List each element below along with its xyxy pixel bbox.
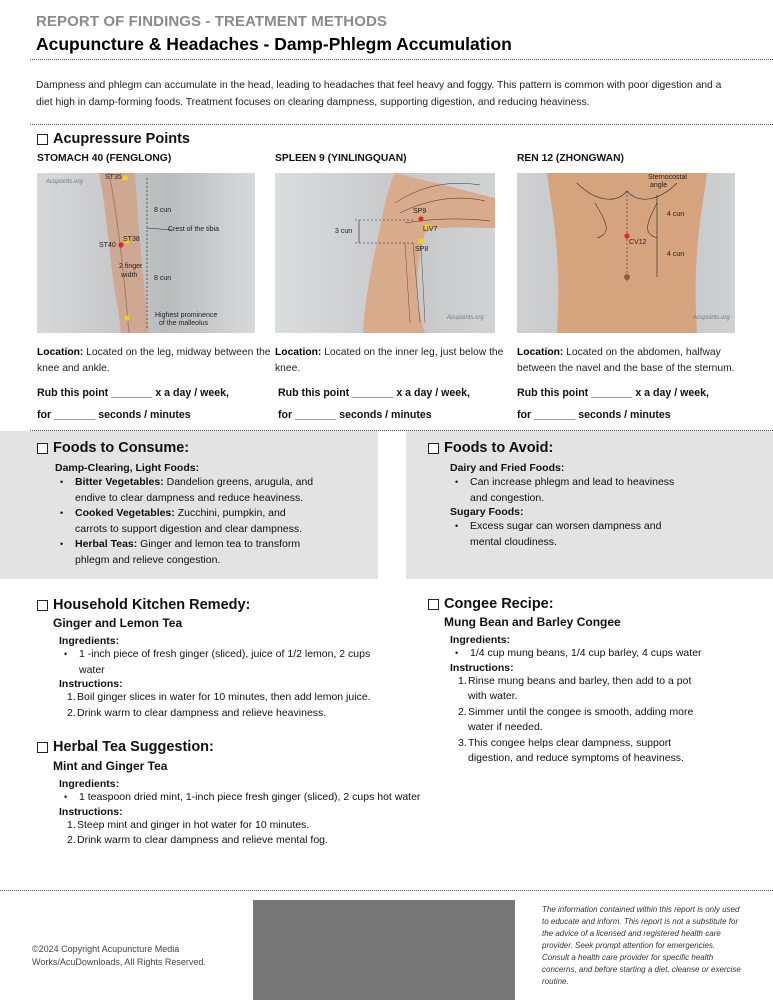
item-text-cont: carrots to support digestion and clear dampness. [75, 522, 303, 535]
label-cv12: CV12 [629, 239, 647, 246]
item-label: Cooked Vegetables: [75, 507, 175, 519]
step-item: 2. Simmer until the congee is smooth, adding more water if needed. [458, 705, 694, 733]
location-text: Located on the abdomen, halfway between the navel and the base of the sternum. [517, 347, 735, 374]
step-text: Rinse mung beans and barley, then add to a pot [468, 674, 692, 687]
ingredients-label: Ingredients: [450, 634, 511, 646]
acupoint-location [275, 345, 511, 377]
copyright-line: Works/AcuDownloads, All Rights Reserved. [32, 957, 206, 967]
remedy-title: Ginger and Lemon Tea [53, 616, 183, 630]
rub-duration: for _______ seconds / minutes [37, 409, 191, 421]
step-item: 1. Steep mint and ginger in hot water for 10 minutes. [67, 818, 310, 831]
foods-avoid-subheading: Sugary Foods: [450, 506, 524, 518]
acupoint-card-sp9 [275, 153, 511, 425]
step-text: Drink warm to clear dampness and relieve heaviness. [77, 706, 327, 719]
foods-consume-heading-text: Foods to Consume: [53, 440, 190, 456]
label-st40: ST40 [99, 242, 116, 249]
list-item [450, 646, 744, 662]
copyright-notice [32, 943, 206, 969]
item-text: Can increase phlegm and lead to heaviness [470, 476, 675, 488]
step-text: Simmer until the congee is smooth, adding more [468, 705, 694, 718]
foods-avoid-subheading: Dairy and Fried Foods: [450, 462, 565, 474]
ingredient-text: 1 teaspoon dried mint, 1-inch piece fresh ginger (sliced), 2 cups hot water [79, 791, 421, 803]
label-st35: ST35 [105, 174, 122, 181]
ingredients-label: Ingredients: [59, 778, 120, 790]
step-item: 1. Rinse mung beans and barley, then add to a pot with water. [458, 674, 692, 702]
foods-avoid-checkbox[interactable] [428, 443, 439, 454]
foods-avoid-heading-text: Foods to Avoid: [444, 440, 554, 456]
label-finger: 2 finger [119, 263, 143, 270]
label-8cun-lower: 8 cun [154, 275, 172, 282]
rub-duration: for _______ seconds / minutes [517, 409, 671, 421]
congee-title: Mung Bean and Barley Congee [444, 615, 621, 629]
ingredient-text: 1/4 cup mung beans, 1/4 cup barley, 4 cups water [470, 647, 702, 659]
image-watermark: Acupoints.org [46, 179, 83, 185]
acupoint-card-st40 [37, 153, 273, 425]
item-text: Ginger and lemon tea to transform [137, 538, 301, 550]
kitchen-remedy-checkbox[interactable] [37, 600, 48, 611]
step-item: 3. This congee helps clear dampness, support digestion, and reduce symptoms of heaviness. [458, 736, 684, 764]
leg-diagram-image [37, 173, 255, 333]
step-text: This congee helps clear dampness, support [468, 736, 672, 749]
report-subtitle: REPORT OF FINDINGS - TREATMENT METHODS [36, 13, 388, 30]
label-3cun: 3 cun [335, 228, 353, 235]
acupoint-name: SPLEEN 9 (YINLINGQUAN) [275, 153, 407, 164]
foods-consume-heading [37, 440, 189, 456]
acupoint-location [517, 345, 757, 377]
foods-consume-list [55, 462, 355, 568]
acupressure-heading-text: Acupressure Points [53, 131, 190, 147]
location-label: Location: [517, 347, 564, 358]
acupressure-heading [37, 131, 190, 147]
label-width: width [121, 272, 138, 279]
list-item [450, 519, 750, 550]
location-label: Location: [37, 347, 84, 358]
step-text-cont: digestion, and reduce symptoms of heaviness. [468, 752, 684, 764]
foods-avoid-list [450, 462, 750, 550]
step-text: Steep mint and ginger in hot water for 10 minutes. [77, 818, 310, 831]
foods-consume-subheading: Damp-Clearing, Light Foods: [55, 462, 200, 474]
label-sp8: SP8 [415, 246, 429, 253]
instructions-label: Instructions: [59, 805, 123, 818]
divider [0, 890, 773, 891]
acupoint-name: STOMACH 40 (FENGLONG) [37, 153, 172, 164]
label-malleolus: of the malleolus [159, 320, 209, 327]
knee-diagram-image [275, 173, 495, 333]
step-item: 2. Drink warm to clear dampness and relieve mental fog. [67, 834, 328, 846]
image-watermark: Acupoints.org [693, 315, 730, 321]
item-label: Herbal Teas: [75, 538, 138, 550]
acupoint-card-cv12 [517, 153, 757, 425]
herbal-tea-heading-text: Herbal Tea Suggestion: [53, 739, 214, 755]
label-prominence: Highest prominence [155, 312, 218, 319]
item-text: Zucchini, pumpkin, and [174, 507, 286, 519]
step-text: Drink warm to clear dampness and relieve mental fog. [77, 834, 328, 846]
congee-heading [428, 596, 554, 612]
kitchen-remedy-body [53, 616, 433, 721]
item-text: Dandelion greens, arugula, and [163, 476, 314, 488]
label-st38: ST38 [123, 236, 140, 243]
ingredient-text-cont: water [79, 663, 105, 676]
label-4cun: 4 cun [667, 211, 685, 218]
rub-frequency: Rub this point _______ x a day / week, [37, 387, 229, 399]
kitchen-remedy-heading-text: Household Kitchen Remedy: [53, 597, 251, 613]
ingredients-label: Ingredients: [59, 635, 120, 647]
herbal-tea-body [53, 759, 453, 849]
abdomen-diagram-image [517, 173, 735, 333]
acupoint-location [37, 345, 273, 377]
list-item [59, 647, 433, 678]
location-label: Location: [275, 347, 322, 358]
label-liv7: LIV7 [423, 226, 438, 233]
item-text-cont: and congestion. [470, 491, 545, 504]
disclaimer-text: The information contained within this report is only used to educate and inform. This report is not a substitute for the advice of a licensed and registered health care provider. Seek prompt attention for emergencies. Consult a health care provider for specific health concerns, and before starting a diet, cleanse or exercise routine. [542, 905, 741, 986]
label-crest-tibia: Crest of the tibia [168, 226, 219, 233]
divider [30, 59, 773, 60]
item-text: Excess sugar can worsen dampness and [470, 520, 662, 532]
intro-paragraph: Dampness and phlegm can accumulate in the head, leading to headaches that feel heavy and foggy. This pattern is common with poor digestion and a diet high in damp-forming foods. Treatment focuses on clearing dampness, supporting digestion, and reducing heaviness. [36, 80, 722, 108]
item-label: Bitter Vegetables: [75, 476, 164, 488]
rub-frequency: Rub this point _______ x a day / week, [278, 387, 470, 399]
step-item: 2. Drink warm to clear dampness and relieve heaviness. [67, 706, 327, 719]
acupressure-checkbox[interactable] [37, 134, 48, 145]
list-item [59, 790, 453, 806]
foods-consume-checkbox[interactable] [37, 443, 48, 454]
label-sp9: SP9 [413, 208, 427, 215]
kitchen-remedy-heading [37, 597, 250, 613]
label-angle: angle [650, 182, 668, 189]
label-4cun-lower: 4 cun [667, 251, 685, 258]
location-text: Located on the leg, midway between the knee and ankle. [37, 347, 271, 374]
step-text-cont: water if needed. [468, 721, 543, 733]
label-8cun: 8 cun [154, 207, 172, 214]
congee-body [444, 615, 744, 767]
congee-checkbox[interactable] [428, 599, 439, 610]
item-text-cont: mental cloudiness. [470, 535, 557, 548]
image-watermark: Acupoints.org [447, 315, 484, 321]
ingredient-text: 1 -inch piece of fresh ginger (sliced), juice of 1/2 lemon, 2 cups [79, 648, 371, 660]
tea-title: Mint and Ginger Tea [53, 759, 168, 773]
footer-logo-area [253, 900, 515, 1000]
list-item [55, 475, 355, 506]
item-text-cont: endive to clear dampness and reduce heaviness. [75, 491, 304, 504]
rub-frequency: Rub this point _______ x a day / week, [517, 387, 709, 399]
list-item [450, 475, 750, 506]
instructions-label: Instructions: [59, 678, 123, 690]
step-item: 1. Boil ginger slices in water for 10 minutes, then add lemon juice. [67, 691, 371, 703]
divider [30, 124, 773, 125]
herbal-tea-heading [37, 739, 214, 755]
instructions-label: Instructions: [450, 661, 514, 674]
rub-duration: for _______ seconds / minutes [278, 409, 432, 421]
acupoint-name: REN 12 (ZHONGWAN) [517, 153, 624, 164]
copyright-line: ©2024 Copyright Acupuncture Media [32, 944, 180, 954]
congee-heading-text: Congee Recipe: [444, 596, 554, 612]
item-text-cont: phlegm and relieve congestion. [75, 553, 221, 566]
herbal-tea-checkbox[interactable] [37, 742, 48, 753]
page-title: Acupuncture & Headaches - Damp-Phlegm Accumulation [36, 34, 512, 54]
step-text: Boil ginger slices in water for 10 minutes, then add lemon juice. [77, 691, 371, 703]
label-sternocostal: Sternocostal [648, 174, 687, 181]
foods-avoid-heading [428, 440, 553, 456]
step-text-cont: with water. [468, 690, 518, 702]
list-item [55, 537, 355, 568]
list-item [55, 506, 355, 537]
location-text: Located on the inner leg, just below the knee. [275, 347, 504, 374]
